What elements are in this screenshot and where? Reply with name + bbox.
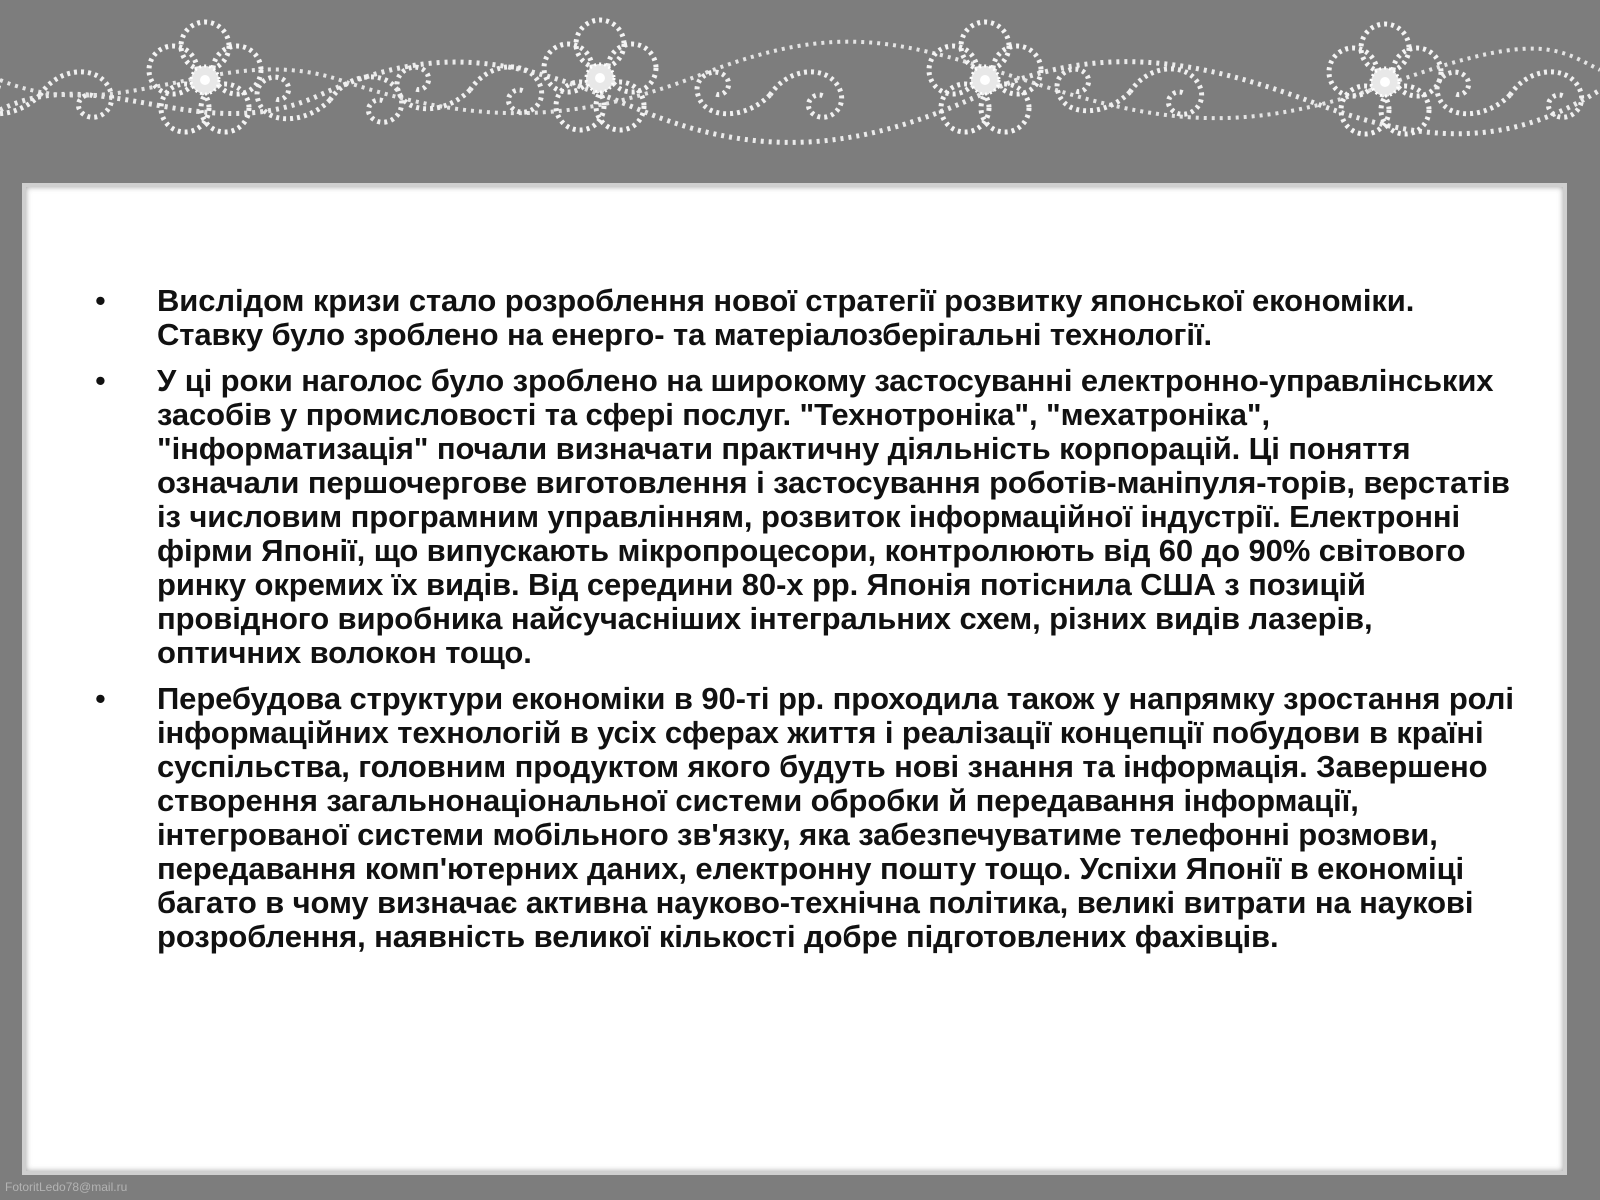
bullet-text: Вислідом кризи стало розроблення нової стратегії розвитку японської економіки. Ставку було зроблено на енерго- та матеріалозберігальні технології. xyxy=(157,283,1415,352)
lace-flower-border-icon xyxy=(0,0,1600,180)
watermark: FotoritLedo78@mail.ru xyxy=(5,1180,128,1194)
bullet-item xyxy=(95,682,1515,954)
bullet-item xyxy=(95,364,1515,670)
bullet-marker: • xyxy=(95,363,106,398)
bullet-item xyxy=(95,284,1515,352)
bullet-text: Перебудова структури економіки в 90-ті рр. проходила також у напрямку зростання ролі інформаційних технологій в усіх сферах життя і реалізації концепції побудови в країні суспільства, головним продуктом якого будуть нові знання та інформація. Завершено створення загальнонаціональної системи обробки й передавання інформації, інтегрованої системи мобільного зв'язку, яка забезпечуватиме телефонні розмови, передавання комп'ютерних даних, електронну пошту тощо. Успіхи Японії в економіці багато в чому визначає активна науково-технічна політика, великі витрати на наукові розроблення, наявність великої кількості добре підготовлених фахівців. xyxy=(157,681,1514,954)
bullet-list xyxy=(95,284,1515,966)
bullet-marker: • xyxy=(95,681,106,716)
bullet-marker: • xyxy=(95,283,106,318)
bullet-text: У ці роки наголос було зроблено на широкому застосуванні електронно-управлінських засобів у промисловості та сфері послуг. "Технотроніка", "мехатроніка", "інформатизація" почали визначати практичну діяльність корпорацій. Ці поняття означали першочергове виготовлення і застосування роботів-маніпуля-торів, верстатів із числовим програмним управлінням, розвиток інформаційної індустрії. Електронні фірми Японії, що випускають мікропроцесори, контролюють від 60 до 90% світового ринку окремих їх видів. Від середини 80-х рр. Японія потіснила США з позицій провідного виробника найсучасніших інтегральних схем, різних видів лазерів, оптичних волокон тощо. xyxy=(157,363,1510,670)
